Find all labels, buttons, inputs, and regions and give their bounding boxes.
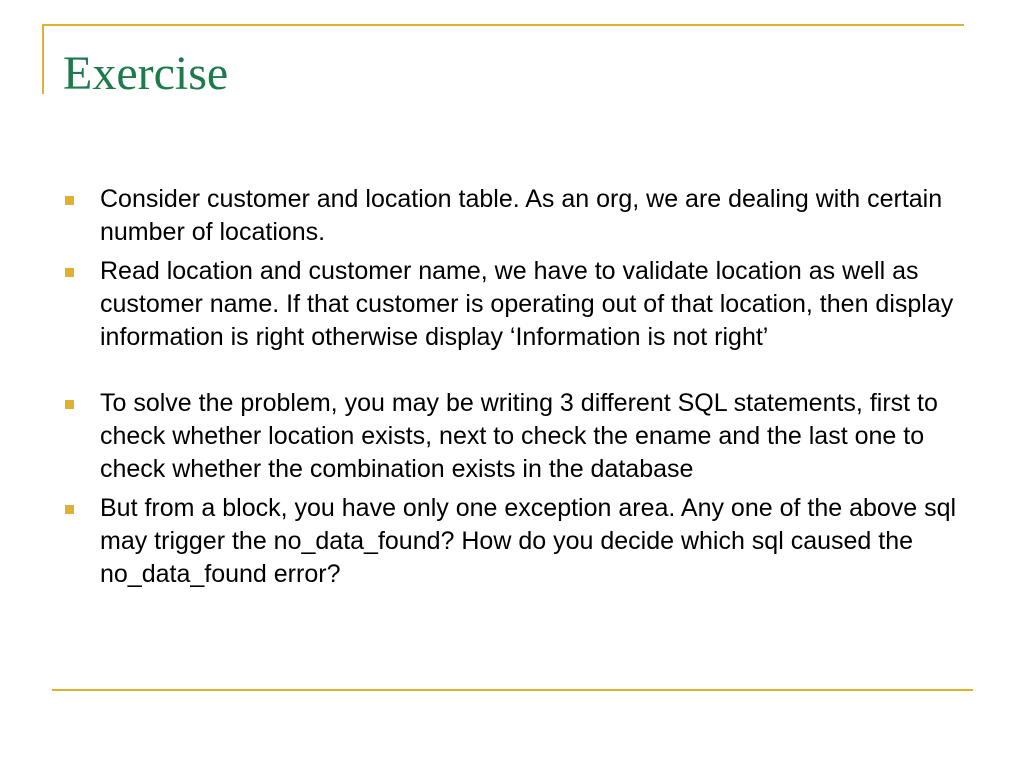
square-bullet-icon (65, 196, 74, 205)
bullet-list (64, 183, 964, 597)
bullet-item (64, 255, 964, 354)
bullet-item (64, 492, 964, 591)
bullet-text: To solve the problem, you may be writing 3 different SQL statements, first to check whether location exists, next to check the ename and the last one to check whether the combination exists in the database (100, 389, 938, 483)
bullet-text: Consider customer and location table. As an org, we are dealing with certain number of locations. (100, 185, 943, 246)
slide-title: Exercise (63, 47, 229, 100)
frame-top-line (42, 24, 964, 26)
bullet-text: Read location and customer name, we have to validate location as well as customer name. If that customer is operating out of that location, then display information is right otherwise display ‘Information is not right’ (100, 257, 954, 351)
square-bullet-icon (65, 400, 74, 409)
square-bullet-icon (65, 268, 74, 277)
bullet-item (64, 387, 964, 486)
bullet-text: But from a block, you have only one exception area. Any one of the above sql may trigger the no_data_found? How do you decide which sql caused the no_data_found error? (100, 494, 957, 588)
frame-left-line (42, 24, 44, 94)
bullet-item (64, 183, 964, 249)
square-bullet-icon (65, 505, 74, 514)
frame-bottom-line (52, 689, 973, 691)
